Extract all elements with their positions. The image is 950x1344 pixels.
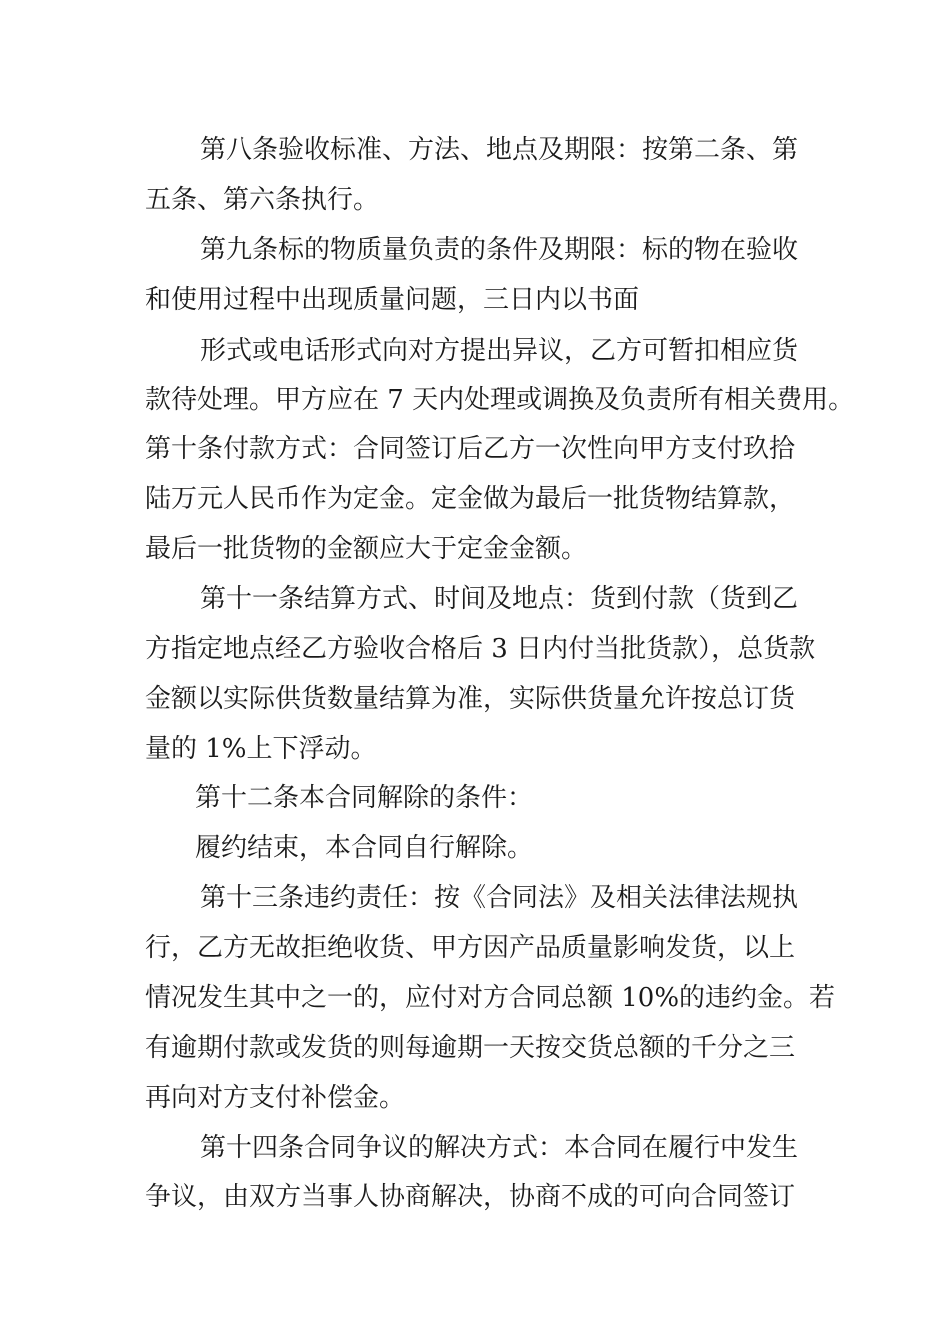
text-line: 争议，由双方当事人协商解决，协商不成的可向合同签订 xyxy=(145,1182,796,1212)
text-line: 第十二条本合同解除的条件： xyxy=(195,783,534,813)
text-line: 情况发生其中之一的，应付对方合同总额 10%的违约金。若 xyxy=(145,983,836,1013)
text-line: 金额以实际供货数量结算为准，实际供货量允许按总订货 xyxy=(145,684,796,714)
text-line: 形式或电话形式向对方提出异议，乙方可暂扣相应货 xyxy=(200,336,799,366)
text-line: 再向对方支付补偿金。 xyxy=(145,1083,406,1113)
text-line: 第十一条结算方式、时间及地点：货到付款（货到乙 xyxy=(200,584,799,614)
text-line: 和使用过程中出现质量问题，三日内以书面 xyxy=(145,285,640,315)
text-line: 第九条标的物质量负责的条件及期限：标的物在验收 xyxy=(200,235,799,265)
text-line: 行，乙方无故拒绝收货、甲方因产品质量影响发货，以上 xyxy=(145,933,796,963)
text-line: 第八条验收标准、方法、地点及期限：按第二条、第 xyxy=(200,135,799,165)
text-line: 量的 1%上下浮动。 xyxy=(145,734,377,764)
text-line: 款待处理。甲方应在 7 天内处理或调换及负责所有相关费用。 xyxy=(145,385,855,415)
text-line: 第十条付款方式：合同签订后乙方一次性向甲方支付玖拾 xyxy=(145,434,796,464)
text-line: 陆万元人民币作为定金。定金做为最后一批货物结算款， xyxy=(145,484,796,514)
text-line: 最后一批货物的金额应大于定金金额。 xyxy=(145,534,588,564)
text-line: 有逾期付款或发货的则每逾期一天按交货总额的千分之三 xyxy=(145,1033,796,1063)
text-line: 方指定地点经乙方验收合格后 3 日内付当批货款），总货款 xyxy=(145,634,816,664)
text-line: 履约结束，本合同自行解除。 xyxy=(195,833,534,863)
text-line: 第十三条违约责任：按《合同法》及相关法律法规执 xyxy=(200,883,799,913)
text-line: 第十四条合同争议的解决方式：本合同在履行中发生 xyxy=(200,1133,799,1163)
text-line: 五条、第六条执行。 xyxy=(145,185,380,215)
